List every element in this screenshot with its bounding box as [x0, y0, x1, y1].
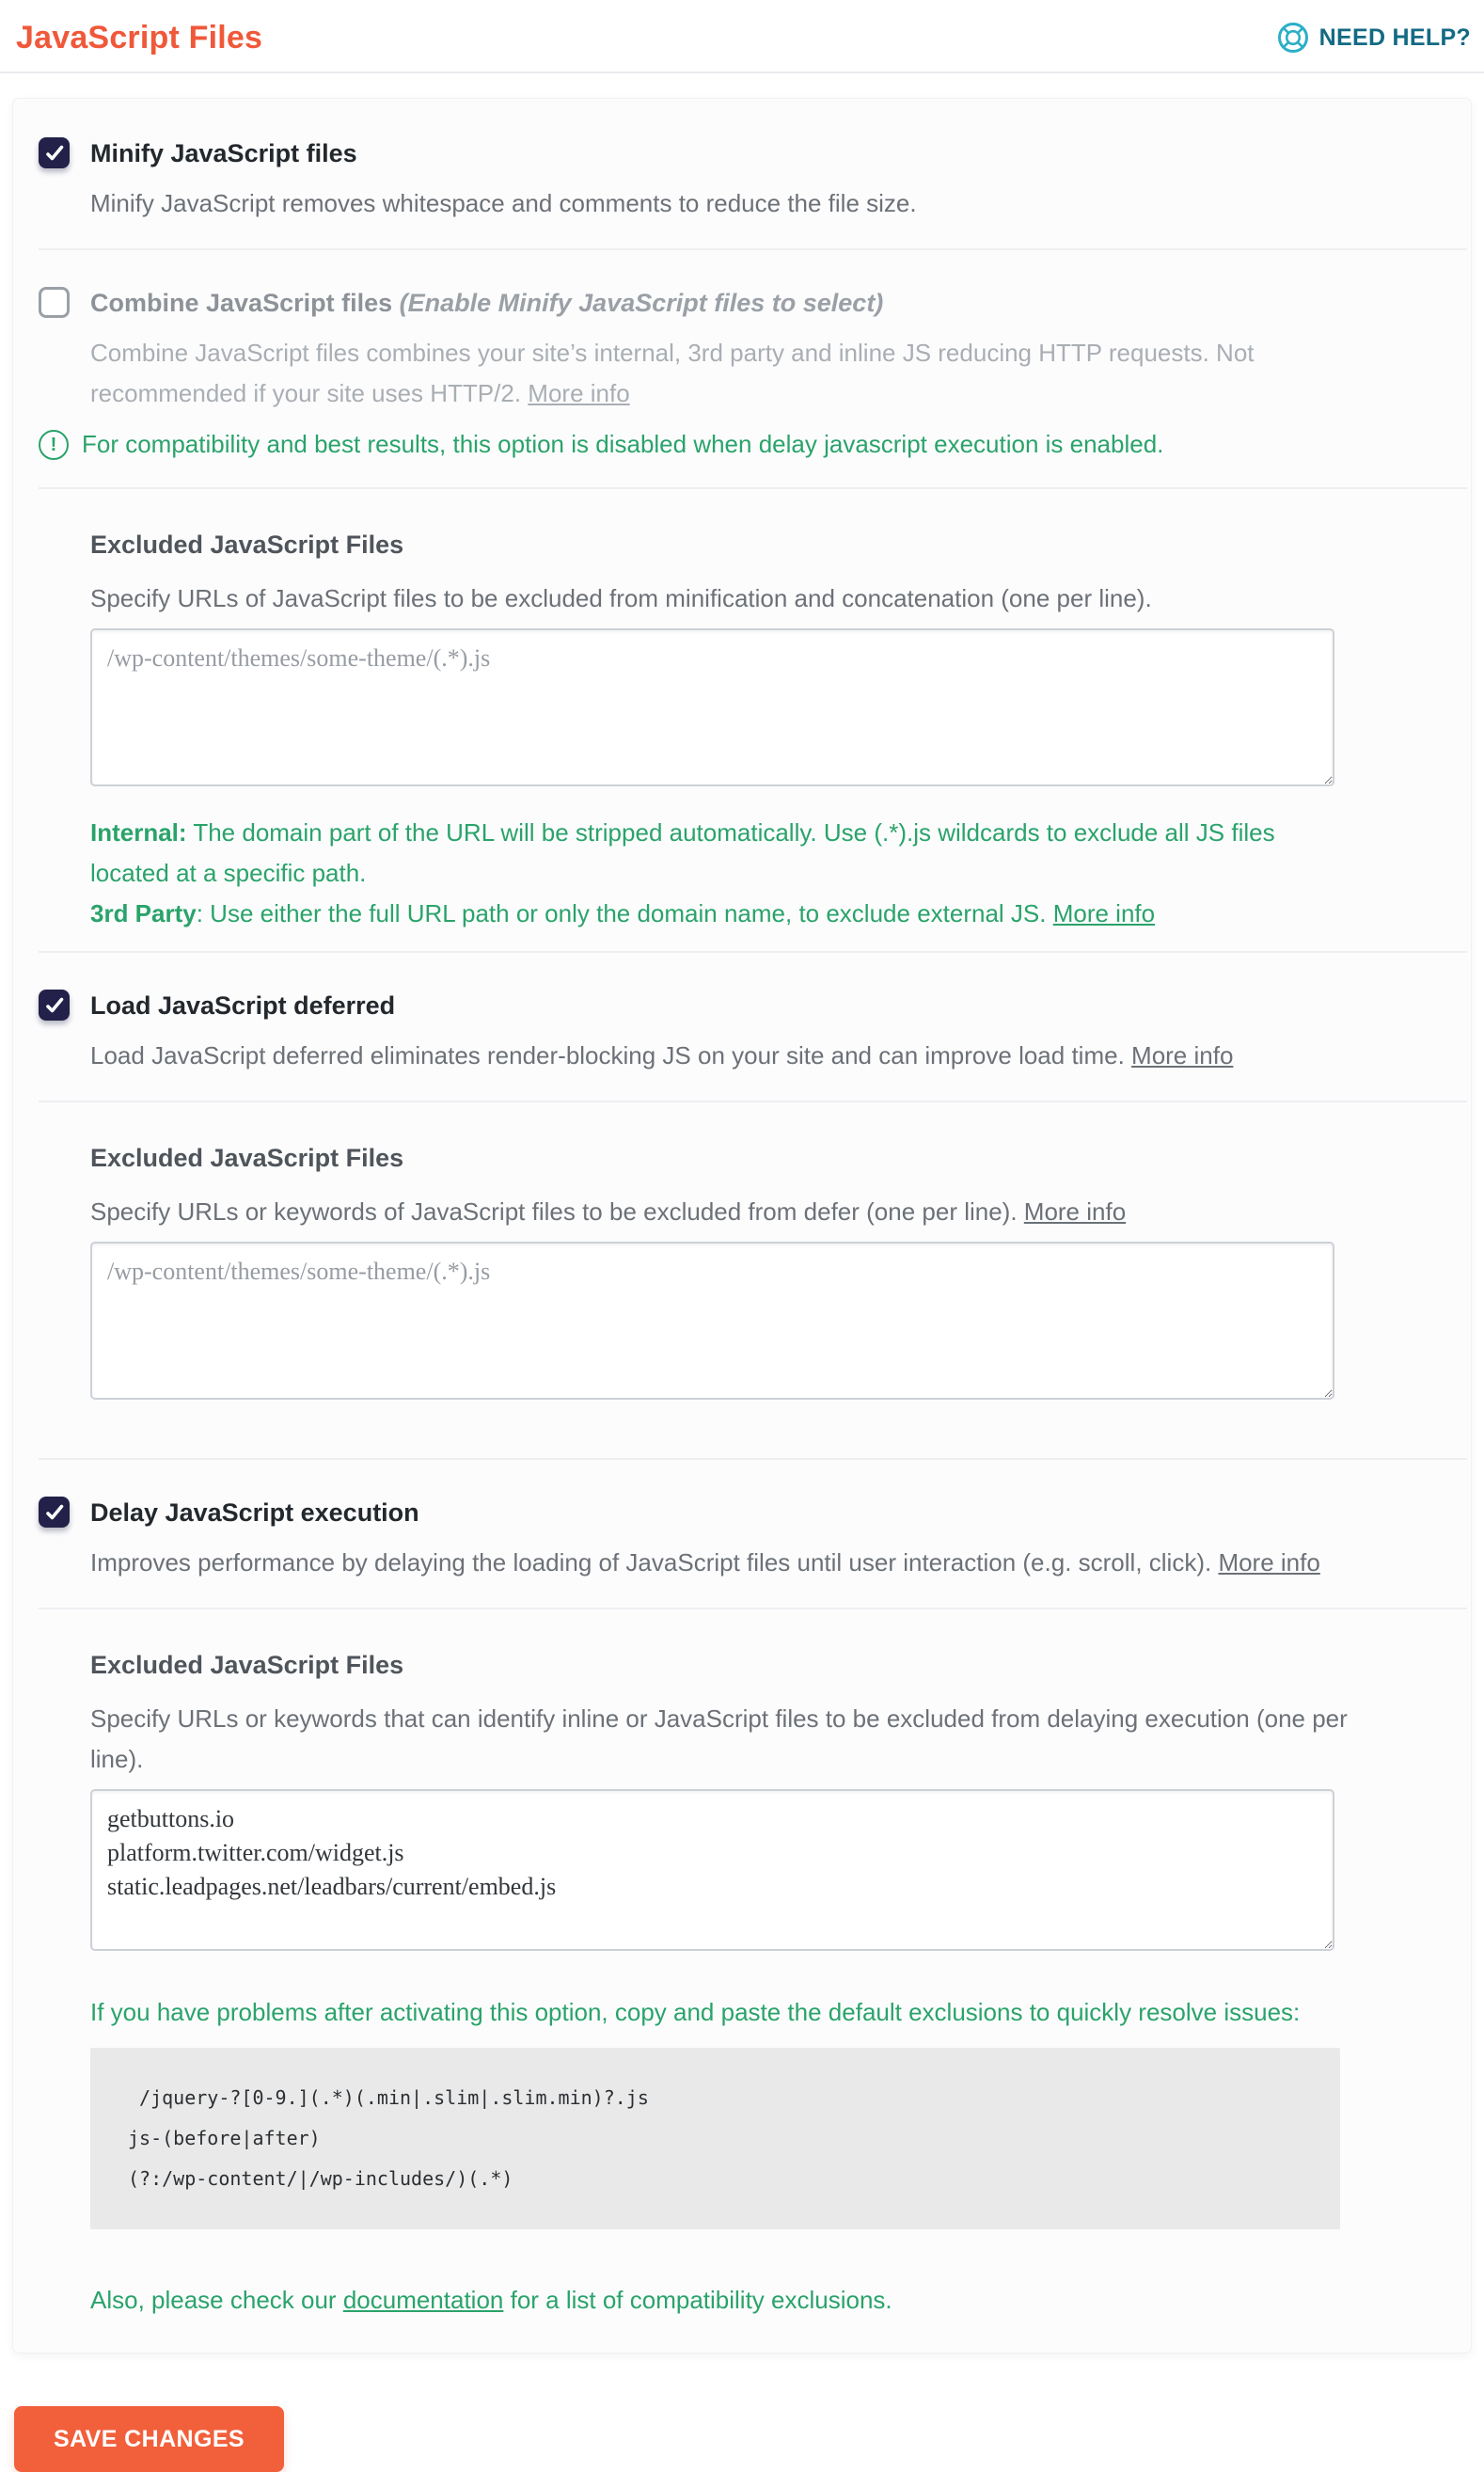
- alert-circle-icon: !: [39, 430, 69, 460]
- need-help-link[interactable]: [1277, 22, 1471, 54]
- combine-option-row: [13, 250, 1471, 322]
- check-icon: [43, 1501, 66, 1524]
- exclude-delay-description: Specify URLs or keywords that can identify inline or JavaScript files to be excluded from delaying execution (one per line).: [90, 1704, 1348, 1773]
- third-party-help: [90, 894, 1350, 934]
- need-help-label: NEED HELP?: [1318, 24, 1471, 51]
- minify-description: Minify JavaScript removes whitespace and comments to reduce the file size.: [90, 189, 917, 217]
- compatibility-notice-text: For compatibility and best results, this option is disabled when delay javascript execution is enabled.: [82, 430, 1164, 458]
- divider: [39, 1101, 1467, 1102]
- lifebuoy-icon: [1277, 22, 1309, 54]
- exclude-minify-heading: Excluded JavaScript Files: [90, 531, 404, 559]
- minify-option-row: [13, 101, 1471, 172]
- combine-more-info-link[interactable]: More info: [528, 379, 630, 407]
- exclude-minify-description: Specify URLs of JavaScript files to be excluded from minification and concatenation (one per line).: [90, 584, 1152, 612]
- combine-label-text: Combine JavaScript files: [90, 289, 393, 317]
- divider: [39, 487, 1467, 489]
- defer-checkbox[interactable]: [39, 990, 70, 1021]
- header-divider: [0, 71, 1484, 73]
- save-changes-button[interactable]: SAVE CHANGES: [14, 2406, 284, 2472]
- combine-label-note: (Enable Minify JavaScript files to select): [399, 289, 884, 317]
- combine-description: [90, 333, 1407, 414]
- combine-description-text: Combine JavaScript files combines your site’s internal, 3rd party and inline JS reducing HTTP requests. Not recommended if your site uses HTTP/2.: [90, 339, 1255, 407]
- defer-description: [90, 1036, 1407, 1076]
- internal-help-label: Internal:: [90, 818, 187, 847]
- delay-option-row: [13, 1460, 1471, 1531]
- minify-exclude-more-info-link[interactable]: More info: [1052, 899, 1156, 927]
- defer-option-row: [13, 953, 1471, 1024]
- delay-description-text: Improves performance by delaying the loading of JavaScript files until user interaction (e.g. scroll, click).: [90, 1548, 1219, 1577]
- defer-more-info-link[interactable]: More info: [1131, 1041, 1234, 1070]
- delay-label[interactable]: Delay JavaScript execution: [90, 1498, 419, 1527]
- minify-exclude-help: [90, 813, 1350, 934]
- delay-checkbox[interactable]: [39, 1497, 70, 1528]
- minify-label[interactable]: Minify JavaScript files: [90, 139, 357, 167]
- page-title: JavaScript Files: [16, 19, 263, 55]
- check-icon: [43, 994, 66, 1017]
- javascript-files-panel: [12, 98, 1472, 2353]
- check-icon: [43, 142, 66, 165]
- exclude-defer-description-text: Specify URLs or keywords of JavaScript files to be excluded from defer (one per line).: [90, 1197, 1024, 1226]
- defer-label[interactable]: Load JavaScript deferred: [90, 991, 396, 1020]
- default-exclusions-code: [90, 2048, 1340, 2229]
- delay-description: [90, 1543, 1407, 1583]
- minify-checkbox[interactable]: [39, 137, 70, 168]
- combine-label[interactable]: [90, 284, 883, 322]
- exclude-delay-heading: Excluded JavaScript Files: [90, 1651, 404, 1679]
- third-party-help-label: 3rd Party: [90, 899, 197, 927]
- combine-checkbox[interactable]: [39, 287, 70, 318]
- exclude-delay-textarea[interactable]: [90, 1789, 1334, 1951]
- code-line: js-(before|after): [128, 2127, 321, 2149]
- defer-exclude-more-info-link[interactable]: More info: [1023, 1197, 1127, 1226]
- exclude-minify-textarea[interactable]: [90, 628, 1334, 786]
- code-line: /jquery-?[0-9.](.*)(.min|.slim|.slim.min)?.js: [128, 2086, 649, 2109]
- delay-more-info-link[interactable]: More info: [1218, 1548, 1320, 1577]
- docs-note-before: Also, please check our: [90, 2286, 343, 2314]
- third-party-help-text: : Use either the full URL path or only the domain name, to exclude external JS.: [196, 899, 1053, 927]
- internal-help-text: The domain part of the URL will be stripped automatically. Use (.*).js wildcards to exclude all JS files located at a specific path.: [90, 818, 1275, 887]
- documentation-link[interactable]: documentation: [342, 2286, 504, 2314]
- compatibility-notice: [39, 425, 1445, 463]
- docs-note: [90, 2280, 1433, 2321]
- page-header: [0, 0, 1484, 58]
- divider: [39, 1608, 1467, 1609]
- code-line: (?:/wp-content/|/wp-includes/)(.*): [128, 2167, 513, 2190]
- internal-help: [90, 813, 1350, 894]
- exclude-defer-heading: Excluded JavaScript Files: [90, 1144, 404, 1172]
- exclude-defer-description: [90, 1192, 1407, 1232]
- defer-description-text: Load JavaScript deferred eliminates render-blocking JS on your site and can improve load time.: [90, 1041, 1132, 1070]
- exclude-defer-textarea[interactable]: [90, 1242, 1334, 1400]
- delay-help-intro: If you have problems after activating this option, copy and paste the default exclusions to quickly resolve issues:: [90, 1998, 1301, 2026]
- docs-note-after: for a list of compatibility exclusions.: [503, 2286, 892, 2314]
